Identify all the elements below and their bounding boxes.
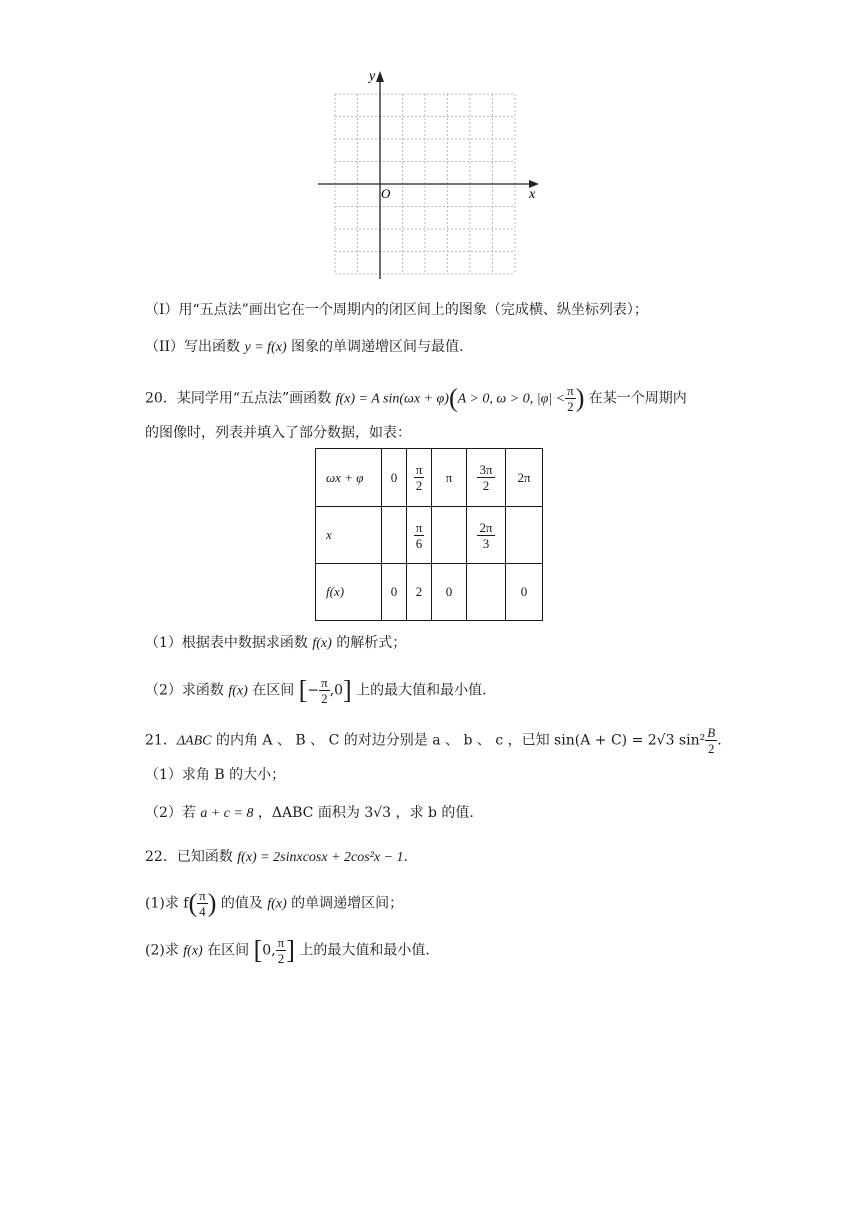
q20-part1-suffix: 的解析式； (331, 635, 407, 651)
table-cell: 2π (506, 449, 543, 507)
q22-interval-num: π (277, 935, 285, 950)
q19-part2-suffix: 图象的单调递增区间与最值. (286, 339, 464, 355)
x-axis-label: x (529, 187, 536, 202)
table-cell (382, 507, 407, 564)
q22-part1-func: f(x) (267, 896, 287, 912)
q20-part2-prefix: （2）求函数 (145, 682, 229, 699)
q20-interval-num: π (321, 675, 328, 690)
q21-part2-suffix: ，求 b 的值. (391, 805, 474, 821)
q20-part1-func: f(x) (312, 636, 332, 651)
table-cell (467, 564, 506, 621)
q21-part1 (145, 765, 285, 785)
q19-part1-text: （I）用“五点法”画出它在一个周期内的闭区间上的图象（完成横、纵坐标列表）； (145, 302, 648, 318)
table-cell: $\frac{2\pi}{3}$ (467, 507, 506, 564)
q21-intro-text: 的内角 A 、 B 、 C 的对边分别是 a 、 b 、 c ，已知 sin(A + C) = 2√3 sin² (211, 732, 706, 749)
q20-intro-prefix: 20．某同学用“五点法”画函数 (145, 390, 336, 407)
q22-part2-func: f(x) (183, 943, 203, 959)
q19-part2-prefix: （II）写出函数 (145, 339, 245, 355)
q21-part1-text: （1）求角 B 的大小； (145, 767, 286, 783)
table-row (316, 449, 543, 507)
table-cell: $\frac{\pi}{2}$ (407, 449, 432, 507)
table-cell: $\frac{\pi}{6}$ (407, 507, 432, 564)
q20-interval-frac (319, 675, 330, 706)
coordinate-grid-figure (310, 62, 550, 287)
q20-part2-suffix: 上的最大值和最小值. (351, 682, 487, 699)
q20-intro-frac (565, 383, 576, 414)
q21-frac-den: 2 (707, 741, 715, 756)
table-row (316, 564, 543, 621)
five-point-table (315, 448, 543, 621)
q22-paren-close: ) (207, 888, 217, 918)
q20-bracket-close: ] (343, 675, 352, 705)
table-cell: 0 (382, 564, 407, 621)
q20-part1 (145, 633, 406, 654)
q22-part2-suffix: 上的最大值和最小值. (294, 942, 430, 959)
table-row (316, 507, 543, 564)
y-axis-arrow (376, 71, 384, 82)
q21-end: . (717, 732, 722, 749)
q20-part2 (145, 675, 487, 706)
q20-interval-right: ,0 (329, 682, 344, 699)
q20-intro-cond: A > 0, ω > 0, |φ| < (457, 391, 566, 407)
q19-part2-func: y = f(x) (244, 340, 287, 355)
q21-frac-num: B (707, 725, 716, 740)
q22-interval-frac (276, 935, 287, 966)
table-cell (506, 507, 543, 564)
q22-intro (145, 847, 408, 868)
table-cell (432, 507, 467, 564)
q22-part1-num: π (199, 888, 206, 903)
q22-part1-mid: 的值及 (216, 895, 268, 912)
table-cell: 2 (407, 564, 432, 621)
q22-intro-func: f(x) = 2sinxcosx + 2cos²x − 1 (237, 850, 404, 865)
table-cell: $\frac{3\pi}{2}$ (467, 449, 506, 507)
q21-triangle: ΔABC (176, 733, 212, 749)
table-cell: π (432, 449, 467, 507)
table-header-x: x (316, 507, 382, 564)
q19-part2 (145, 337, 464, 358)
q20-bracket-open: [ (298, 675, 308, 705)
q20-part2-func: f(x) (228, 683, 248, 699)
q20-interval-minus: − (307, 682, 320, 699)
q22-bracket-close: ] (286, 935, 295, 965)
q20-paren-open: ( (448, 383, 458, 413)
q22-interval-left: 0, (262, 942, 276, 959)
q22-paren-open: ( (188, 888, 198, 918)
table-header-fx: f(x) (316, 564, 382, 621)
q22-intro-end: . (403, 849, 408, 865)
q21-frac (705, 725, 717, 756)
q22-intro-prefix: 22．已知函数 (145, 849, 238, 865)
q20-paren-close: ) (575, 383, 585, 413)
q22-part1 (145, 888, 403, 919)
table-cell: 0 (506, 564, 543, 621)
q20-intro-suffix: 在某一个周期内 (584, 390, 687, 407)
q22-part1-den: 4 (199, 904, 206, 919)
table-cell: 0 (432, 564, 467, 621)
q22-part2-prefix: (2)求 (145, 942, 184, 959)
q22-part1-prefix: (1)求 f (145, 895, 189, 912)
q21-part2 (145, 803, 474, 824)
q21-number: 21． (145, 732, 177, 749)
q20-part1-prefix: （1）根据表中数据求函数 (145, 635, 313, 651)
q21-intro (145, 725, 722, 756)
table-cell: 0 (382, 449, 407, 507)
q22-part1-suffix: 的单调递增区间； (286, 895, 404, 912)
q22-part2-mid: 在区间 (202, 942, 254, 959)
q20-interval-den: 2 (321, 691, 328, 706)
q21-part2-eq: a + c = 8 (200, 806, 254, 821)
y-axis-label: y (369, 69, 376, 84)
q21-part2-val: 3√3 (364, 805, 392, 821)
q20-part2-mid: 在区间 (247, 682, 299, 699)
q20-intro (145, 383, 687, 414)
q21-part2-mid: ，ΔABC 面积为 (253, 805, 365, 821)
q19-part1 (145, 300, 648, 320)
origin-label: O (381, 186, 391, 201)
q20-intro-line2 (145, 423, 411, 443)
q22-part1-frac (197, 888, 208, 919)
q22-part2 (145, 935, 430, 966)
q22-interval-den: 2 (277, 951, 285, 966)
q22-bracket-open: [ (253, 935, 263, 965)
q21-part2-prefix: （2）若 (145, 805, 201, 821)
table-header-phase: ωx + φ (316, 449, 382, 507)
q20-intro-frac-num: π (567, 383, 574, 398)
q20-intro-line2-text: 的图像时，列表并填入了部分数据，如表： (145, 425, 411, 441)
q20-intro-frac-den: 2 (567, 399, 574, 414)
q20-intro-func: f(x) = A sin(ωx + φ) (335, 391, 449, 407)
